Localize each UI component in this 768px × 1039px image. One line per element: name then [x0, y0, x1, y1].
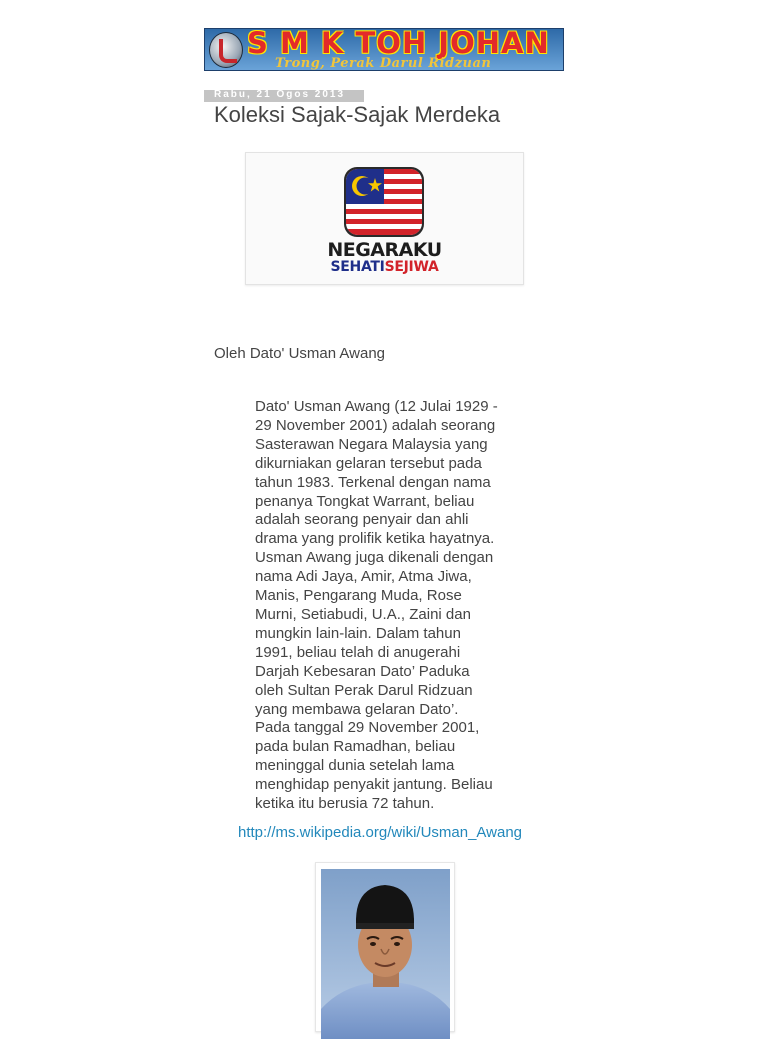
- sehati-sejiwa-label: [246, 259, 523, 275]
- bio-line: penanya Tongkat Warrant, beliau: [255, 492, 475, 510]
- bio-line: yang membawa gelaran Dato’.: [255, 700, 459, 718]
- bio-line: menghidap penyakit jantung. Beliau: [255, 776, 493, 794]
- portrait-photo: [321, 869, 450, 1039]
- author-biography: [255, 398, 523, 814]
- bio-line: mungkin lain-lain. Dalam tahun: [255, 624, 461, 642]
- bio-line: drama yang prolifik ketika hayatnya.: [255, 530, 495, 548]
- post-title[interactable]: Koleksi Sajak-Sajak Merdeka: [214, 102, 501, 127]
- bio-line: tahun 1983. Terkenal dengan nama: [255, 473, 491, 491]
- bio-line: 1991, beliau telah di anugerahi: [255, 643, 461, 661]
- bio-line: pada bulan Ramadhan, beliau: [255, 738, 456, 756]
- bio-line: Sasterawan Negara Malaysia yang: [255, 435, 488, 453]
- author-portrait-image[interactable]: [315, 862, 455, 1032]
- bio-line: Usman Awang juga dikenali dengan: [255, 549, 494, 567]
- bio-line: Darjah Kebesaran Dato’ Paduka: [255, 662, 470, 680]
- bio-line: Murni, Setiabudi, U.A., Zaini dan: [255, 605, 471, 623]
- site-title: S M K TOH JOHAN: [247, 28, 550, 60]
- wikipedia-link[interactable]: http://ms.wikipedia.org/wiki/Usman_Awang: [238, 824, 523, 841]
- site-header-banner[interactable]: [204, 28, 564, 71]
- bio-line: Pada tanggal 29 November 2001,: [255, 719, 480, 737]
- negaraku-image[interactable]: [245, 152, 524, 285]
- site-subtitle: Trong, Perak Darul Ridzuan: [275, 56, 492, 71]
- negaraku-label: NEGARAKU: [327, 239, 442, 261]
- bio-line: 29 November 2001) adalah seorang: [255, 416, 496, 434]
- author-line: Oleh Dato' Usman Awang: [214, 345, 386, 362]
- post-date: Rabu, 21 Ogos 2013: [214, 89, 346, 100]
- bio-line: oleh Sultan Perak Darul Ridzuan: [255, 681, 473, 699]
- sehati-text: SEHATI: [330, 259, 385, 275]
- malaysia-flag-icon: [344, 167, 424, 237]
- bio-line: Dato' Usman Awang (12 Julai 1929 -: [255, 398, 498, 415]
- bio-line: ketika itu berusia 72 tahun.: [255, 795, 435, 813]
- school-crest-icon: [209, 32, 243, 68]
- bio-line: nama Adi Jaya, Amir, Atma Jiwa,: [255, 568, 472, 586]
- bio-line: Manis, Pengarang Muda, Rose: [255, 587, 462, 605]
- bio-line: meninggal dunia setelah lama: [255, 757, 455, 775]
- bio-line: adalah seorang penyair dan ahli: [255, 511, 469, 529]
- sejiwa-text: SEJIWA: [384, 259, 439, 275]
- bio-line: dikurniakan gelaran tersebut pada: [255, 454, 482, 472]
